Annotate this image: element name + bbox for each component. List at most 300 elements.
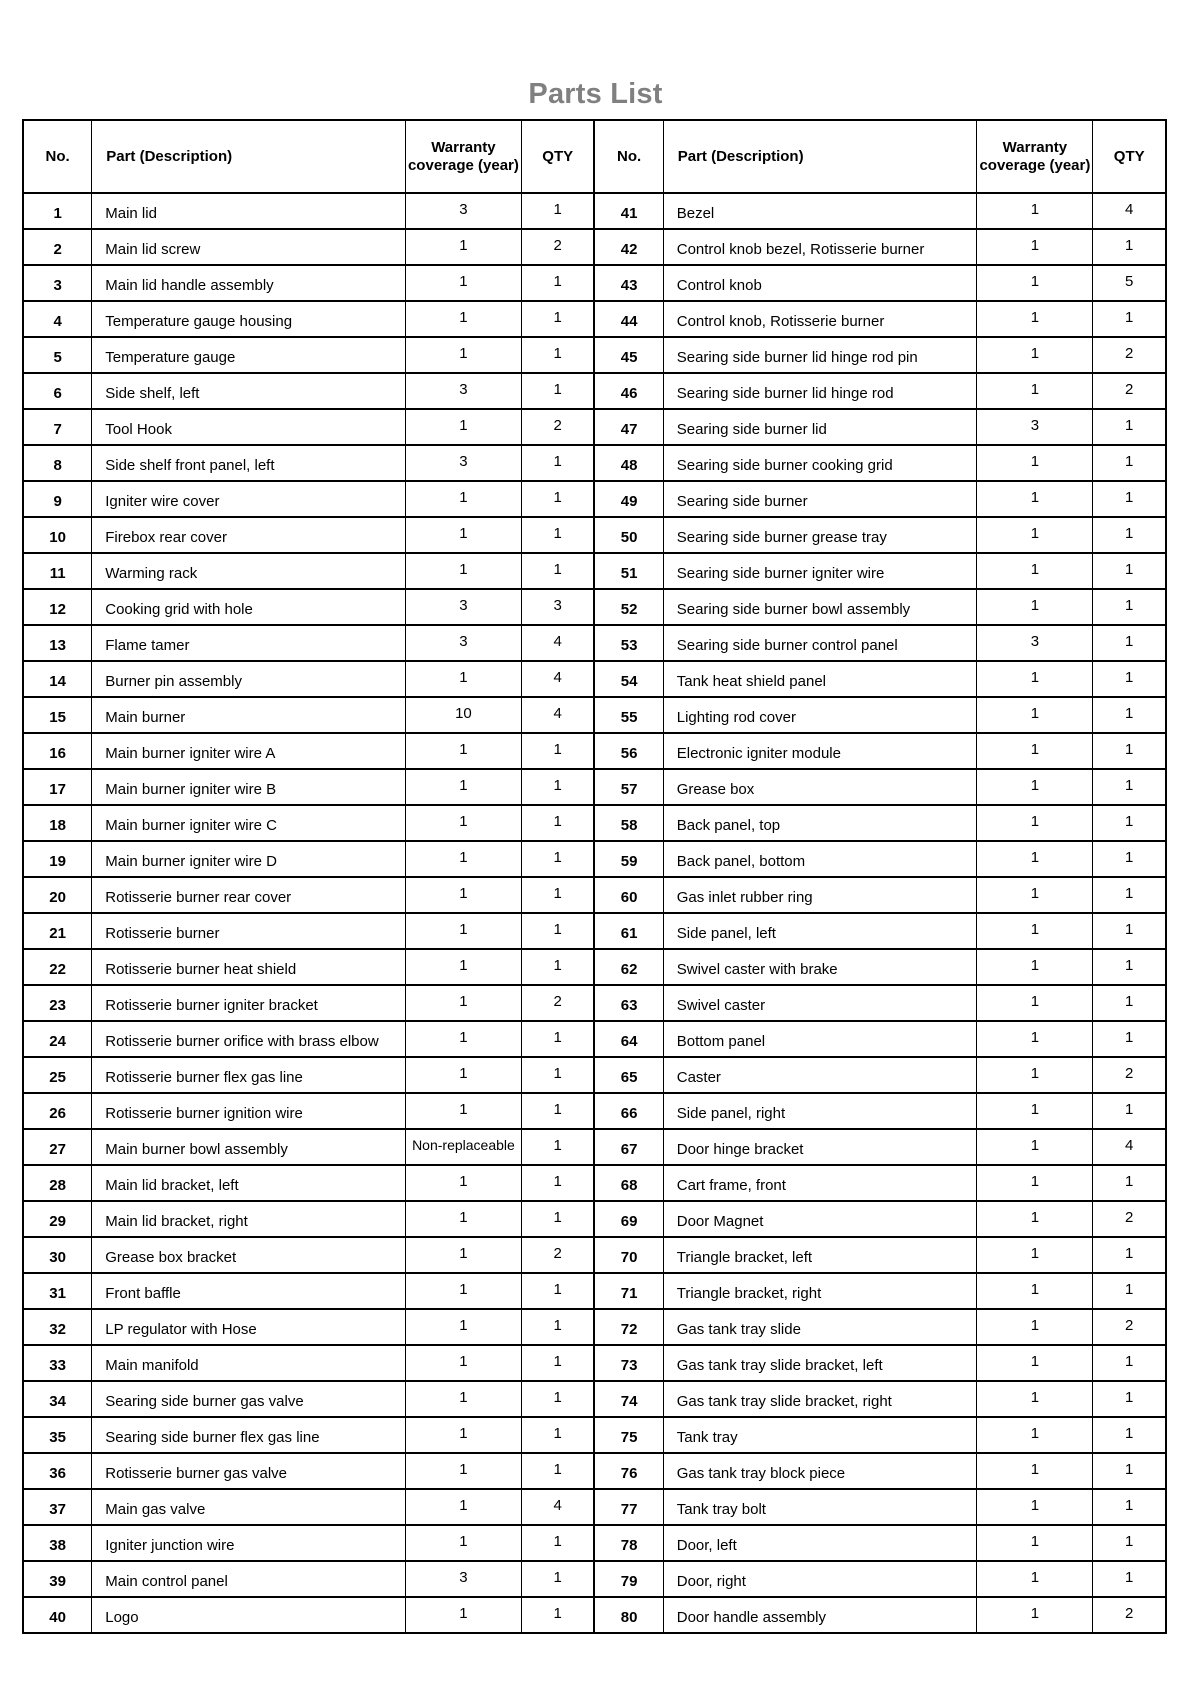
warranty-years bbox=[405, 1597, 521, 1633]
part-description bbox=[92, 1021, 406, 1057]
warranty-years bbox=[977, 1093, 1093, 1129]
part-description-text: Door, right bbox=[676, 1572, 746, 1590]
part-number bbox=[594, 1561, 663, 1597]
part-number bbox=[594, 1525, 663, 1561]
part-description bbox=[663, 265, 977, 301]
quantity-text: 5 bbox=[1125, 272, 1134, 290]
quantity bbox=[1093, 1093, 1166, 1129]
quantity-text: 1 bbox=[1125, 308, 1134, 326]
warranty-years-text: 1 bbox=[1030, 200, 1040, 218]
part-description-text: Tool Hook bbox=[105, 420, 172, 438]
warranty-years-text: 1 bbox=[459, 1208, 468, 1226]
quantity bbox=[521, 697, 594, 733]
warranty-years bbox=[977, 1237, 1093, 1273]
part-description-text: Side panel, left bbox=[676, 924, 776, 942]
table-row bbox=[23, 985, 1166, 1021]
part-description bbox=[92, 1273, 406, 1309]
quantity-text: 4 bbox=[553, 668, 562, 686]
quantity-text: 1 bbox=[1125, 1352, 1134, 1370]
quantity-text: 1 bbox=[1125, 848, 1134, 866]
part-description-text: Gas tank tray slide bracket, right bbox=[676, 1392, 892, 1410]
part-number-text: 76 bbox=[620, 1464, 638, 1482]
table-row bbox=[23, 1021, 1166, 1057]
part-description-text: Electronic igniter module bbox=[676, 744, 841, 762]
quantity-text: 1 bbox=[1125, 488, 1134, 506]
warranty-years bbox=[977, 1597, 1093, 1633]
quantity-text: 1 bbox=[553, 380, 562, 398]
quantity bbox=[1093, 1345, 1166, 1381]
warranty-years-text: 10 bbox=[455, 704, 472, 722]
table-row bbox=[23, 697, 1166, 733]
warranty-years bbox=[405, 697, 521, 733]
part-number bbox=[23, 1129, 92, 1165]
part-description bbox=[663, 1093, 977, 1129]
part-description-text: Main burner igniter wire A bbox=[105, 744, 276, 762]
warranty-years bbox=[405, 1237, 521, 1273]
quantity-text: 1 bbox=[553, 1136, 562, 1154]
warranty-years bbox=[977, 913, 1093, 949]
part-description-text: Main lid bracket, left bbox=[105, 1176, 239, 1194]
part-description-text: Gas tank tray slide bbox=[676, 1320, 801, 1338]
warranty-years bbox=[405, 1453, 521, 1489]
warranty-years bbox=[405, 949, 521, 985]
quantity-text: 1 bbox=[553, 200, 562, 218]
warranty-years bbox=[405, 1489, 521, 1525]
quantity-text: 1 bbox=[553, 1280, 562, 1298]
part-number-text: 1 bbox=[53, 204, 62, 222]
warranty-years-text: 1 bbox=[459, 668, 468, 686]
part-description bbox=[92, 769, 406, 805]
quantity bbox=[1093, 805, 1166, 841]
quantity-text: 1 bbox=[1125, 452, 1134, 470]
warranty-years bbox=[977, 337, 1093, 373]
quantity-text: 2 bbox=[553, 1244, 562, 1262]
quantity-text: 1 bbox=[553, 1568, 562, 1586]
quantity-text: 1 bbox=[1125, 1172, 1134, 1190]
part-description-text: Grease box bracket bbox=[105, 1248, 237, 1266]
part-number bbox=[23, 553, 92, 589]
quantity bbox=[521, 1309, 594, 1345]
part-number bbox=[594, 409, 663, 445]
warranty-years-text: 1 bbox=[1030, 1568, 1040, 1586]
quantity bbox=[1093, 1021, 1166, 1057]
quantity bbox=[1093, 985, 1166, 1021]
table-row bbox=[23, 877, 1166, 913]
part-description-text: Door Magnet bbox=[676, 1212, 764, 1230]
part-number-text: 6 bbox=[53, 384, 62, 402]
quantity-text: 1 bbox=[1125, 560, 1134, 578]
part-description bbox=[92, 1309, 406, 1345]
quantity-text: 4 bbox=[1125, 200, 1134, 218]
part-number bbox=[594, 1057, 663, 1093]
header-description-right: Part (Description) bbox=[663, 120, 977, 193]
warranty-years-text: 1 bbox=[1030, 1388, 1040, 1406]
warranty-years bbox=[977, 1417, 1093, 1453]
quantity bbox=[1093, 229, 1166, 265]
part-description-text: Main burner igniter wire D bbox=[105, 852, 277, 870]
quantity-text: 1 bbox=[1125, 1460, 1134, 1478]
quantity bbox=[521, 733, 594, 769]
part-number bbox=[23, 481, 92, 517]
quantity bbox=[521, 445, 594, 481]
part-description-text: Searing side burner control panel bbox=[676, 636, 898, 654]
warranty-years bbox=[405, 1093, 521, 1129]
part-number bbox=[23, 1561, 92, 1597]
quantity bbox=[521, 805, 594, 841]
header-qty-left: QTY bbox=[521, 120, 594, 193]
table-row bbox=[23, 337, 1166, 373]
warranty-years-text: 1 bbox=[1030, 1316, 1040, 1334]
part-number-text: 17 bbox=[49, 780, 66, 798]
quantity-text: 1 bbox=[1125, 812, 1134, 830]
part-number bbox=[594, 1417, 663, 1453]
part-description bbox=[92, 445, 406, 481]
table-row bbox=[23, 841, 1166, 877]
quantity bbox=[1093, 1309, 1166, 1345]
part-number bbox=[594, 913, 663, 949]
part-number-text: 58 bbox=[620, 816, 638, 834]
header-warranty-right: Warranty coverage (year) bbox=[977, 120, 1093, 193]
part-number bbox=[23, 265, 92, 301]
part-number-text: 74 bbox=[620, 1392, 638, 1410]
quantity-text: 1 bbox=[553, 1172, 562, 1190]
warranty-years-text: 1 bbox=[459, 1460, 468, 1478]
quantity bbox=[1093, 337, 1166, 373]
part-number bbox=[594, 769, 663, 805]
part-description-text: Control knob bbox=[676, 276, 762, 294]
warranty-years-text: 1 bbox=[459, 956, 468, 974]
part-description bbox=[663, 1165, 977, 1201]
part-description bbox=[92, 1525, 406, 1561]
quantity-text: 1 bbox=[1125, 1424, 1134, 1442]
warranty-years-text: 1 bbox=[1030, 1172, 1040, 1190]
part-description bbox=[92, 481, 406, 517]
part-description-text: Rotisserie burner heat shield bbox=[105, 960, 297, 978]
quantity bbox=[521, 1057, 594, 1093]
quantity-text: 1 bbox=[1125, 1100, 1134, 1118]
part-description bbox=[92, 985, 406, 1021]
part-description-text: Swivel caster with brake bbox=[676, 960, 838, 978]
quantity bbox=[521, 1273, 594, 1309]
part-number bbox=[23, 1417, 92, 1453]
part-description bbox=[663, 769, 977, 805]
warranty-years-text: 1 bbox=[1030, 1028, 1040, 1046]
quantity bbox=[521, 409, 594, 445]
warranty-years-text: 1 bbox=[1030, 956, 1040, 974]
warranty-years bbox=[405, 337, 521, 373]
quantity-text: 1 bbox=[1125, 956, 1134, 974]
part-description-text: Main lid bracket, right bbox=[105, 1212, 248, 1230]
part-number-text: 31 bbox=[49, 1284, 66, 1302]
part-number bbox=[594, 265, 663, 301]
quantity-text: 1 bbox=[1125, 740, 1134, 758]
warranty-years-text: 1 bbox=[1030, 1352, 1040, 1370]
part-description bbox=[92, 1201, 406, 1237]
warranty-years-text: 1 bbox=[459, 1172, 468, 1190]
part-description-text: Front baffle bbox=[105, 1284, 181, 1302]
part-number bbox=[23, 1453, 92, 1489]
quantity bbox=[521, 1345, 594, 1381]
part-number-text: 73 bbox=[620, 1356, 638, 1374]
part-number bbox=[594, 301, 663, 337]
quantity-text: 1 bbox=[553, 1100, 562, 1118]
warranty-years-text: 1 bbox=[459, 272, 468, 290]
part-description-text: Control knob bezel, Rotisserie burner bbox=[676, 240, 925, 258]
part-number bbox=[594, 1201, 663, 1237]
warranty-years-text: 3 bbox=[459, 1568, 468, 1586]
warranty-years-text: 1 bbox=[459, 884, 468, 902]
part-description-text: Rotisserie burner flex gas line bbox=[105, 1068, 303, 1086]
part-description-text: Cooking grid with hole bbox=[105, 600, 253, 618]
quantity-text: 1 bbox=[553, 560, 562, 578]
warranty-years-text: 1 bbox=[459, 488, 468, 506]
warranty-years-text: 1 bbox=[459, 1532, 468, 1550]
table-row bbox=[23, 1489, 1166, 1525]
table-row bbox=[23, 733, 1166, 769]
part-number-text: 5 bbox=[53, 348, 62, 366]
part-description bbox=[663, 1309, 977, 1345]
part-description bbox=[92, 265, 406, 301]
part-number-text: 22 bbox=[49, 960, 66, 978]
part-number-text: 59 bbox=[620, 852, 638, 870]
part-description bbox=[92, 553, 406, 589]
part-number-text: 7 bbox=[53, 420, 62, 438]
quantity bbox=[1093, 1273, 1166, 1309]
warranty-years-text: 1 bbox=[1030, 1604, 1040, 1622]
part-number-text: 79 bbox=[620, 1572, 638, 1590]
warranty-years bbox=[405, 1165, 521, 1201]
table-row bbox=[23, 1273, 1166, 1309]
quantity bbox=[1093, 1057, 1166, 1093]
part-number-text: 3 bbox=[53, 276, 62, 294]
part-description-text: Firebox rear cover bbox=[105, 528, 227, 546]
part-number-text: 40 bbox=[49, 1608, 66, 1626]
warranty-years bbox=[405, 589, 521, 625]
warranty-years-text: 1 bbox=[459, 1388, 468, 1406]
part-description-text: Triangle bracket, left bbox=[676, 1248, 813, 1266]
part-number bbox=[594, 553, 663, 589]
part-description bbox=[92, 1381, 406, 1417]
warranty-years-text: 1 bbox=[1030, 1244, 1040, 1262]
quantity bbox=[521, 1489, 594, 1525]
warranty-years-text: 1 bbox=[1030, 776, 1040, 794]
quantity bbox=[521, 265, 594, 301]
warranty-years bbox=[977, 841, 1093, 877]
part-description bbox=[663, 1021, 977, 1057]
warranty-years-text: 1 bbox=[459, 776, 468, 794]
quantity-text: 1 bbox=[1125, 416, 1134, 434]
warranty-years bbox=[977, 661, 1093, 697]
quantity bbox=[521, 1381, 594, 1417]
warranty-years bbox=[405, 301, 521, 337]
warranty-years bbox=[977, 409, 1093, 445]
part-description-text: Warming rack bbox=[105, 564, 198, 582]
part-number-text: 19 bbox=[49, 852, 66, 870]
quantity bbox=[521, 841, 594, 877]
part-description-text: Caster bbox=[676, 1068, 721, 1086]
warranty-years bbox=[405, 193, 521, 229]
part-number bbox=[594, 229, 663, 265]
quantity-text: 1 bbox=[553, 308, 562, 326]
quantity-text: 1 bbox=[553, 1424, 562, 1442]
part-description bbox=[92, 1345, 406, 1381]
part-description-text: Searing side burner cooking grid bbox=[676, 456, 893, 474]
quantity-text: 2 bbox=[1125, 1064, 1134, 1082]
warranty-years-text: 1 bbox=[1030, 236, 1040, 254]
warranty-years-text: 1 bbox=[459, 1352, 468, 1370]
quantity-text: 1 bbox=[1125, 1532, 1134, 1550]
header-description-left: Part (Description) bbox=[92, 120, 406, 193]
quantity-text: 1 bbox=[1125, 1496, 1134, 1514]
warranty-years bbox=[405, 373, 521, 409]
warranty-years-text: 1 bbox=[459, 740, 468, 758]
warranty-years bbox=[405, 625, 521, 661]
part-description-text: Main burner igniter wire C bbox=[105, 816, 277, 834]
quantity bbox=[1093, 1417, 1166, 1453]
quantity bbox=[1093, 193, 1166, 229]
quantity-text: 2 bbox=[1125, 380, 1134, 398]
quantity-text: 1 bbox=[553, 920, 562, 938]
warranty-years bbox=[977, 1165, 1093, 1201]
warranty-years-text: 1 bbox=[1030, 344, 1040, 362]
part-number bbox=[23, 409, 92, 445]
warranty-years bbox=[405, 805, 521, 841]
quantity-text: 2 bbox=[553, 416, 562, 434]
quantity bbox=[1093, 373, 1166, 409]
part-number-text: 70 bbox=[620, 1248, 638, 1266]
part-number-text: 30 bbox=[49, 1248, 66, 1266]
parts-list-table bbox=[22, 119, 1167, 1634]
part-description-text: Side shelf front panel, left bbox=[105, 456, 275, 474]
quantity bbox=[521, 337, 594, 373]
quantity bbox=[521, 913, 594, 949]
quantity-text: 1 bbox=[553, 1208, 562, 1226]
part-number-text: 48 bbox=[620, 456, 638, 474]
warranty-years bbox=[977, 193, 1093, 229]
part-number bbox=[23, 1597, 92, 1633]
warranty-years bbox=[977, 265, 1093, 301]
warranty-years-text: 1 bbox=[1030, 488, 1040, 506]
warranty-years bbox=[405, 841, 521, 877]
quantity bbox=[1093, 301, 1166, 337]
table-row bbox=[23, 1561, 1166, 1597]
warranty-years-text: 1 bbox=[459, 920, 468, 938]
part-number-text: 68 bbox=[620, 1176, 638, 1194]
part-description-text: Burner pin assembly bbox=[105, 672, 242, 690]
table-row bbox=[23, 229, 1166, 265]
part-number-text: 78 bbox=[620, 1536, 638, 1554]
part-number-text: 72 bbox=[620, 1320, 638, 1338]
quantity-text: 1 bbox=[553, 848, 562, 866]
part-description bbox=[92, 733, 406, 769]
quantity bbox=[1093, 589, 1166, 625]
warranty-years bbox=[405, 733, 521, 769]
part-number bbox=[23, 769, 92, 805]
warranty-years bbox=[977, 445, 1093, 481]
part-number bbox=[23, 841, 92, 877]
warranty-years-text: 1 bbox=[459, 1064, 468, 1082]
warranty-years bbox=[977, 1525, 1093, 1561]
part-description-text: Back panel, top bbox=[676, 816, 781, 834]
warranty-years-text: 1 bbox=[459, 524, 468, 542]
table-row bbox=[23, 1093, 1166, 1129]
part-description-text: Door, left bbox=[676, 1536, 737, 1554]
table-row bbox=[23, 589, 1166, 625]
part-number-text: 35 bbox=[49, 1428, 66, 1446]
warranty-years bbox=[405, 1057, 521, 1093]
warranty-years-text: 1 bbox=[1030, 812, 1040, 830]
part-number bbox=[23, 1489, 92, 1525]
quantity bbox=[1093, 1489, 1166, 1525]
quantity bbox=[1093, 409, 1166, 445]
part-number-text: 27 bbox=[49, 1140, 66, 1158]
quantity bbox=[521, 301, 594, 337]
quantity-text: 1 bbox=[1125, 1388, 1134, 1406]
part-number bbox=[23, 661, 92, 697]
warranty-years bbox=[405, 661, 521, 697]
part-number bbox=[23, 1525, 92, 1561]
quantity bbox=[521, 1021, 594, 1057]
part-description bbox=[663, 1561, 977, 1597]
part-description-text: Flame tamer bbox=[105, 636, 190, 654]
warranty-years bbox=[977, 877, 1093, 913]
part-description-text: Main burner bbox=[105, 708, 186, 726]
table-row bbox=[23, 1417, 1166, 1453]
part-number bbox=[23, 337, 92, 373]
quantity bbox=[1093, 553, 1166, 589]
part-number-text: 56 bbox=[620, 744, 638, 762]
header-no-right: No. bbox=[594, 120, 663, 193]
part-number bbox=[23, 877, 92, 913]
part-description bbox=[663, 1417, 977, 1453]
part-description-text: Gas inlet rubber ring bbox=[676, 888, 813, 906]
part-description-text: Back panel, bottom bbox=[676, 852, 806, 870]
warranty-years-text: 1 bbox=[1030, 1532, 1040, 1550]
header-warranty-left: Warranty coverage (year) bbox=[405, 120, 521, 193]
part-number-text: 10 bbox=[49, 528, 66, 546]
warranty-years bbox=[405, 409, 521, 445]
warranty-years-text: 1 bbox=[1030, 920, 1040, 938]
part-number bbox=[594, 1237, 663, 1273]
warranty-years-text: 1 bbox=[1030, 596, 1040, 614]
quantity bbox=[1093, 949, 1166, 985]
part-number-text: 71 bbox=[620, 1284, 638, 1302]
warranty-years bbox=[405, 1129, 521, 1165]
quantity-text: 1 bbox=[553, 524, 562, 542]
part-description bbox=[663, 661, 977, 697]
part-number-text: 24 bbox=[49, 1032, 66, 1050]
part-number-text: 69 bbox=[620, 1212, 638, 1230]
part-description bbox=[663, 913, 977, 949]
part-number-text: 26 bbox=[49, 1104, 66, 1122]
part-description bbox=[663, 193, 977, 229]
warranty-years bbox=[977, 1129, 1093, 1165]
quantity bbox=[1093, 1201, 1166, 1237]
part-number bbox=[594, 1129, 663, 1165]
part-number bbox=[23, 373, 92, 409]
part-number bbox=[594, 985, 663, 1021]
part-description-text: Main lid bbox=[105, 204, 157, 222]
table-row bbox=[23, 1345, 1166, 1381]
part-number bbox=[23, 1201, 92, 1237]
part-number bbox=[594, 1165, 663, 1201]
part-number-text: 29 bbox=[49, 1212, 66, 1230]
part-description bbox=[92, 625, 406, 661]
part-description-text: Triangle bracket, right bbox=[676, 1284, 822, 1302]
quantity bbox=[521, 193, 594, 229]
part-description-text: Main control panel bbox=[105, 1572, 228, 1590]
part-description bbox=[663, 409, 977, 445]
